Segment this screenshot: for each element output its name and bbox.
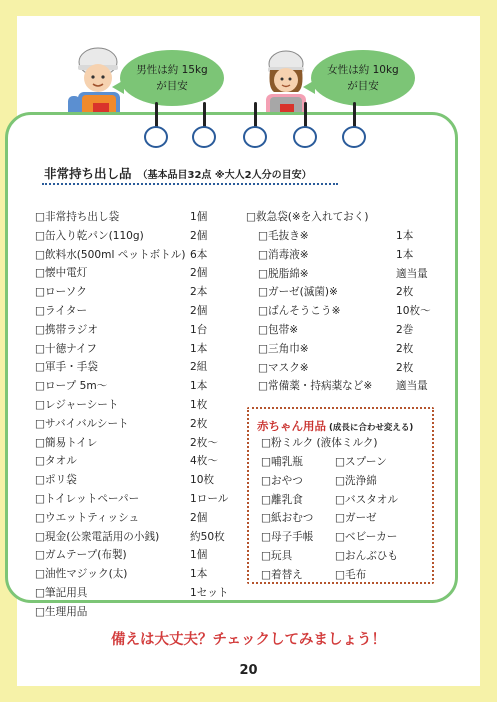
male-bubble-line-2: が目安: [156, 80, 188, 92]
item-quantity: 1本: [396, 230, 414, 242]
item-name: □タオル: [35, 455, 77, 468]
baby-goods-heading: [257, 415, 413, 434]
checklist-item: [35, 547, 229, 566]
item-name: □軍手・手袋: [35, 361, 98, 374]
checklist-item: [258, 228, 431, 247]
item-quantity: 1セット: [190, 586, 229, 599]
baby-item: □洗浄綿: [335, 474, 377, 487]
item-quantity: 2個: [190, 304, 208, 317]
checklist-item: [258, 322, 431, 341]
page-number: 20: [239, 663, 258, 678]
item-name: □ライター: [35, 304, 88, 317]
section-title: 非常持ち出し品: [44, 166, 132, 181]
item-quantity: 2個: [190, 511, 208, 524]
item-name: □ガムテープ(布製): [35, 549, 127, 562]
item-name: □マスク※: [258, 361, 309, 374]
checklist-item: [35, 341, 229, 360]
baby-item: □母子手帳: [261, 531, 314, 544]
item-name: □トイレットペーパー: [35, 492, 140, 505]
baby-item: □おやつ: [261, 474, 303, 487]
checklist-item: [258, 303, 431, 322]
baby-goods-subtitle: (成長に合わせ変える): [329, 423, 414, 433]
baby-item: □ベビーカー: [335, 531, 398, 544]
item-quantity: 6本: [190, 248, 208, 261]
section-subtitle: （基本品目32点 ※大人2人分の目安）: [137, 170, 312, 181]
checklist-item: [35, 265, 229, 284]
item-quantity: 適当量: [396, 380, 428, 393]
item-quantity: 2枚: [190, 417, 208, 430]
baby-goods-grid: [261, 454, 415, 586]
item-name: □生理用品: [35, 605, 88, 618]
checklist-item: [35, 604, 229, 623]
item-name: □毛抜き※: [258, 230, 309, 242]
checklist-item: [35, 529, 229, 548]
checklist-item: [35, 416, 229, 435]
male-speech-bubble: [120, 50, 224, 106]
item-name: □飲料水(500ml ペットボトル): [35, 248, 186, 261]
baby-goods-title: 赤ちゃん用品: [257, 419, 326, 433]
baby-item: □おんぶひも: [335, 549, 398, 562]
item-name: □懐中電灯: [35, 267, 88, 280]
item-quantity: 2本: [190, 286, 208, 299]
heading-underline: [42, 183, 338, 185]
checklist-item: [35, 472, 229, 491]
checklist-item: [35, 510, 229, 529]
checklist-item: [35, 435, 229, 454]
baby-first-item: □粉ミルク (液体ミルク): [261, 437, 378, 449]
item-name: □簡易トイレ: [35, 436, 98, 449]
item-quantity: 1枚: [190, 398, 208, 411]
female-bubble-line-1: 女性は約 10kg: [327, 64, 399, 76]
item-name: □携帯ラジオ: [35, 323, 98, 336]
checklist-item: [35, 228, 229, 247]
binder-ring-icon: [293, 126, 317, 148]
binder-ring-icon: [243, 126, 267, 148]
checklist-item: [258, 341, 431, 360]
item-name: □脱脂綿※: [258, 267, 309, 280]
item-quantity: 2枚～: [190, 436, 218, 449]
binder-ring-icon: [192, 126, 216, 148]
checklist-item: [35, 247, 229, 266]
checklist-item: [35, 359, 229, 378]
item-quantity: 1台: [190, 323, 208, 336]
item-quantity: 2枚: [396, 286, 414, 299]
item-name: □ガーゼ(滅菌)※: [258, 286, 338, 299]
item-quantity: 2個: [190, 229, 208, 242]
checklist-item: [35, 397, 229, 416]
baby-item: □離乳食: [261, 493, 303, 506]
baby-item: □スプーン: [335, 456, 387, 468]
item-name: □油性マジック(太): [35, 568, 128, 581]
item-quantity: 1個: [190, 211, 208, 223]
item-quantity: 1個: [190, 549, 208, 562]
checklist-item: [258, 266, 431, 285]
binder-ring-icon: [144, 126, 168, 148]
female-speech-bubble: [311, 50, 415, 106]
item-quantity: 1本: [190, 568, 208, 581]
item-quantity: 2組: [190, 361, 208, 374]
item-name: □ばんそうこう※: [258, 305, 341, 318]
item-quantity: 2枚: [396, 361, 414, 374]
slogan-text: 備えは大丈夫？チェックしてみましょう！: [110, 632, 387, 648]
first-aid-items-list: [258, 228, 431, 397]
checklist-item: [35, 453, 229, 472]
baby-item: □バスタオル: [335, 493, 398, 506]
item-quantity: 適当量: [396, 267, 428, 280]
checklist-item: [35, 491, 229, 510]
checklist-item: [35, 378, 229, 397]
checklist-item: [258, 378, 431, 397]
item-name: □現金(公衆電話用の小銭): [35, 530, 160, 543]
item-quantity: 10枚: [190, 474, 215, 487]
checklist-item: [35, 303, 229, 322]
checklist-item: [35, 209, 229, 228]
checklist-item: [35, 322, 229, 341]
item-name: □常備薬・持病薬など※: [258, 380, 373, 393]
item-quantity: 10枚～: [396, 305, 431, 318]
item-quantity: 1本: [190, 342, 208, 355]
item-quantity: 1本: [190, 380, 208, 393]
item-quantity: 2個: [190, 267, 208, 280]
binder-ring-icon: [342, 126, 366, 148]
baby-item: □紙おむつ: [261, 512, 314, 525]
item-name: □ローソク: [35, 286, 87, 299]
item-name: □ロープ 5m～: [35, 380, 108, 393]
item-name: □非常持ち出し袋: [35, 211, 120, 223]
checklist-item: [258, 247, 431, 266]
item-quantity: 約50枚: [190, 530, 225, 543]
item-name: □ポリ袋: [35, 474, 77, 487]
female-bubble-line-2: が目安: [347, 80, 379, 92]
baby-item: □ガーゼ: [335, 512, 377, 525]
item-name: □包帯※: [258, 323, 299, 336]
item-name: □三角巾※: [258, 342, 309, 355]
checklist-item: [35, 284, 229, 303]
male-bubble-line-1: 男性は約 15kg: [136, 64, 208, 76]
item-quantity: 2枚: [396, 342, 414, 355]
baby-item: □着替え: [261, 568, 303, 581]
item-name: □レジャーシート: [35, 398, 119, 411]
baby-item: □哺乳瓶: [261, 456, 303, 468]
checklist-item: [258, 360, 431, 379]
item-quantity: 4枚～: [190, 455, 218, 468]
item-quantity: 1本: [396, 248, 414, 261]
item-name: □消毒液※: [258, 248, 309, 261]
first-aid-header: □救急袋(※を入れておく): [246, 211, 369, 223]
item-name: □サバイバルシート: [35, 417, 129, 430]
item-name: □缶入り乾パン(110g): [35, 229, 144, 242]
item-name: □十徳ナイフ: [35, 342, 97, 355]
checklist-item: [35, 585, 229, 604]
item-quantity: 1ロール: [190, 492, 229, 505]
emergency-items-list: [35, 209, 229, 623]
item-name: □ウエットティッシュ: [35, 511, 140, 524]
checklist-item: [258, 284, 431, 303]
baby-item: □玩具: [261, 549, 293, 562]
checklist-item: [35, 566, 229, 585]
section-heading: [44, 163, 334, 182]
item-quantity: 2巻: [396, 323, 414, 336]
baby-item: □毛布: [335, 568, 367, 581]
item-name: □筆記用具: [35, 586, 88, 599]
